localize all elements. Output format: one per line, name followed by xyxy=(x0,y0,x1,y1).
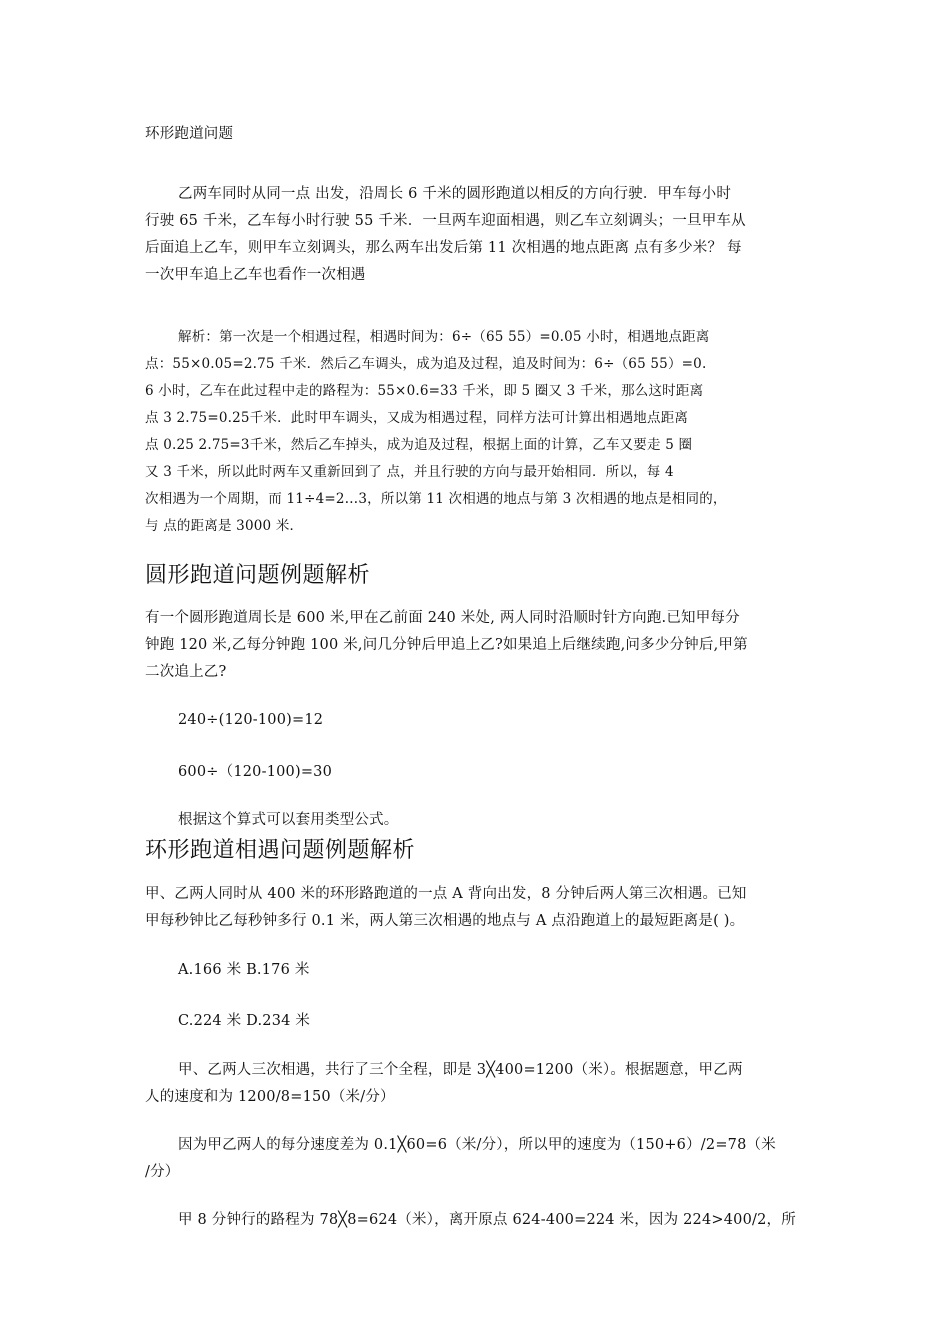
solution2-line-2: /分） xyxy=(145,1164,180,1180)
problem1-line-4: 一次甲车追上乙车也看作一次相遇 xyxy=(145,267,366,283)
section-heading-ring-track-meeting: 环形跑道相遇问题例题解析 xyxy=(145,838,416,863)
solution1-line-2: 人的速度和为 1200/8=150（米/分） xyxy=(145,1089,395,1105)
analysis1-line-7: 次相遇为一个周期，而 11÷4=2…3，所以第 11 次相遇的地点与第 3 次相遇的地点是相同的， xyxy=(145,491,727,507)
problem2-line-2: 钟跑 120 米,乙每分钟跑 100 米,问几分钟后甲追上乙?如果追上后继续跑,问多少分钟后,甲第 xyxy=(145,637,748,653)
problem3-line-2: 甲每秒钟比乙每秒钟多行 0.1 米，两人第三次相遇的地点与 A 点沿跑道上的最短距离是( )。 xyxy=(145,913,745,929)
problem1-line-2: 行驶 65 千米，乙车每小时行驶 55 千米．一旦两车迎面相遇，则乙车立刻调头；一旦甲车从 xyxy=(145,213,746,229)
analysis1-line-4: 点 3 2.75=0.25千米．此时甲车调头，又成为相遇过程，同样方法可计算出相遇地点距离 xyxy=(145,410,689,426)
solution2-line-1: 因为甲乙两人的每分速度差为 0.1╳60=6（米/分），所以甲的速度为（150+6）/2=78（米 xyxy=(178,1137,776,1153)
calc-line-2: 600÷（120-100)=30 xyxy=(178,764,333,780)
calc-line-1: 240÷(120-100)=12 xyxy=(178,712,324,728)
analysis1-line-2: 点：55×0.05=2.75 千米．然后乙车调头，成为追及过程，追及时间为：6÷（65 55）=0. xyxy=(145,356,707,372)
options-c-d: C.224 米 D.234 米 xyxy=(178,1013,311,1029)
problem2-line-3: 二次追上乙? xyxy=(145,664,227,680)
doc-title: 环形跑道问题 xyxy=(145,126,234,142)
calc-note: 根据这个算式可以套用类型公式。 xyxy=(178,812,399,828)
analysis1-line-3: 6 小时，乙车在此过程中走的路程为：55×0.6=33 千米，即 5 圈又 3 千米，那么这时距离 xyxy=(145,383,704,399)
analysis1-line-5: 点 0.25 2.75=3千米，然后乙车掉头，成为追及过程，根据上面的计算，乙车又要走 5 圈 xyxy=(145,437,693,453)
problem3-line-1: 甲、乙两人同时从 400 米的环形路跑道的一点 A 背向出发，8 分钟后两人第三次相遇。已知 xyxy=(145,886,747,902)
solution1-line-1: 甲、乙两人三次相遇，共行了三个全程，即是 3╳400=1200（米）。根据题意，甲乙两 xyxy=(178,1062,743,1078)
options-a-b: A.166 米 B.176 米 xyxy=(178,962,310,978)
problem1-line-3: 后面追上乙车，则甲车立刻调头，那么两车出发后第 11 次相遇的地点距离 点有多少米？ 每 xyxy=(145,240,742,256)
problem2-line-1: 有一个圆形跑道周长是 600 米,甲在乙前面 240 米处, 两人同时沿顺时针方向跑.已知甲每分 xyxy=(145,610,740,626)
solution3-line-1: 甲 8 分钟行的路程为 78╳8=624（米），离开原点 624-400=224 米，因为 224>400/2，所 xyxy=(178,1212,796,1228)
analysis1-line-6: 又 3 千米，所以此时两车又重新回到了 点，并且行驶的方向与最开始相同．所以，每 4 xyxy=(145,464,674,480)
problem1-line-1: 乙两车同时从同一点 出发，沿周长 6 千米的圆形跑道以相反的方向行驶．甲车每小时 xyxy=(178,186,732,202)
analysis1-line-1: 解析：第一次是一个相遇过程，相遇时间为：6÷（65 55）=0.05 小时，相遇地点距离 xyxy=(178,329,710,345)
section-heading-circular-track: 圆形跑道问题例题解析 xyxy=(145,563,371,588)
analysis1-line-8: 与 点的距离是 3000 米． xyxy=(145,518,304,534)
